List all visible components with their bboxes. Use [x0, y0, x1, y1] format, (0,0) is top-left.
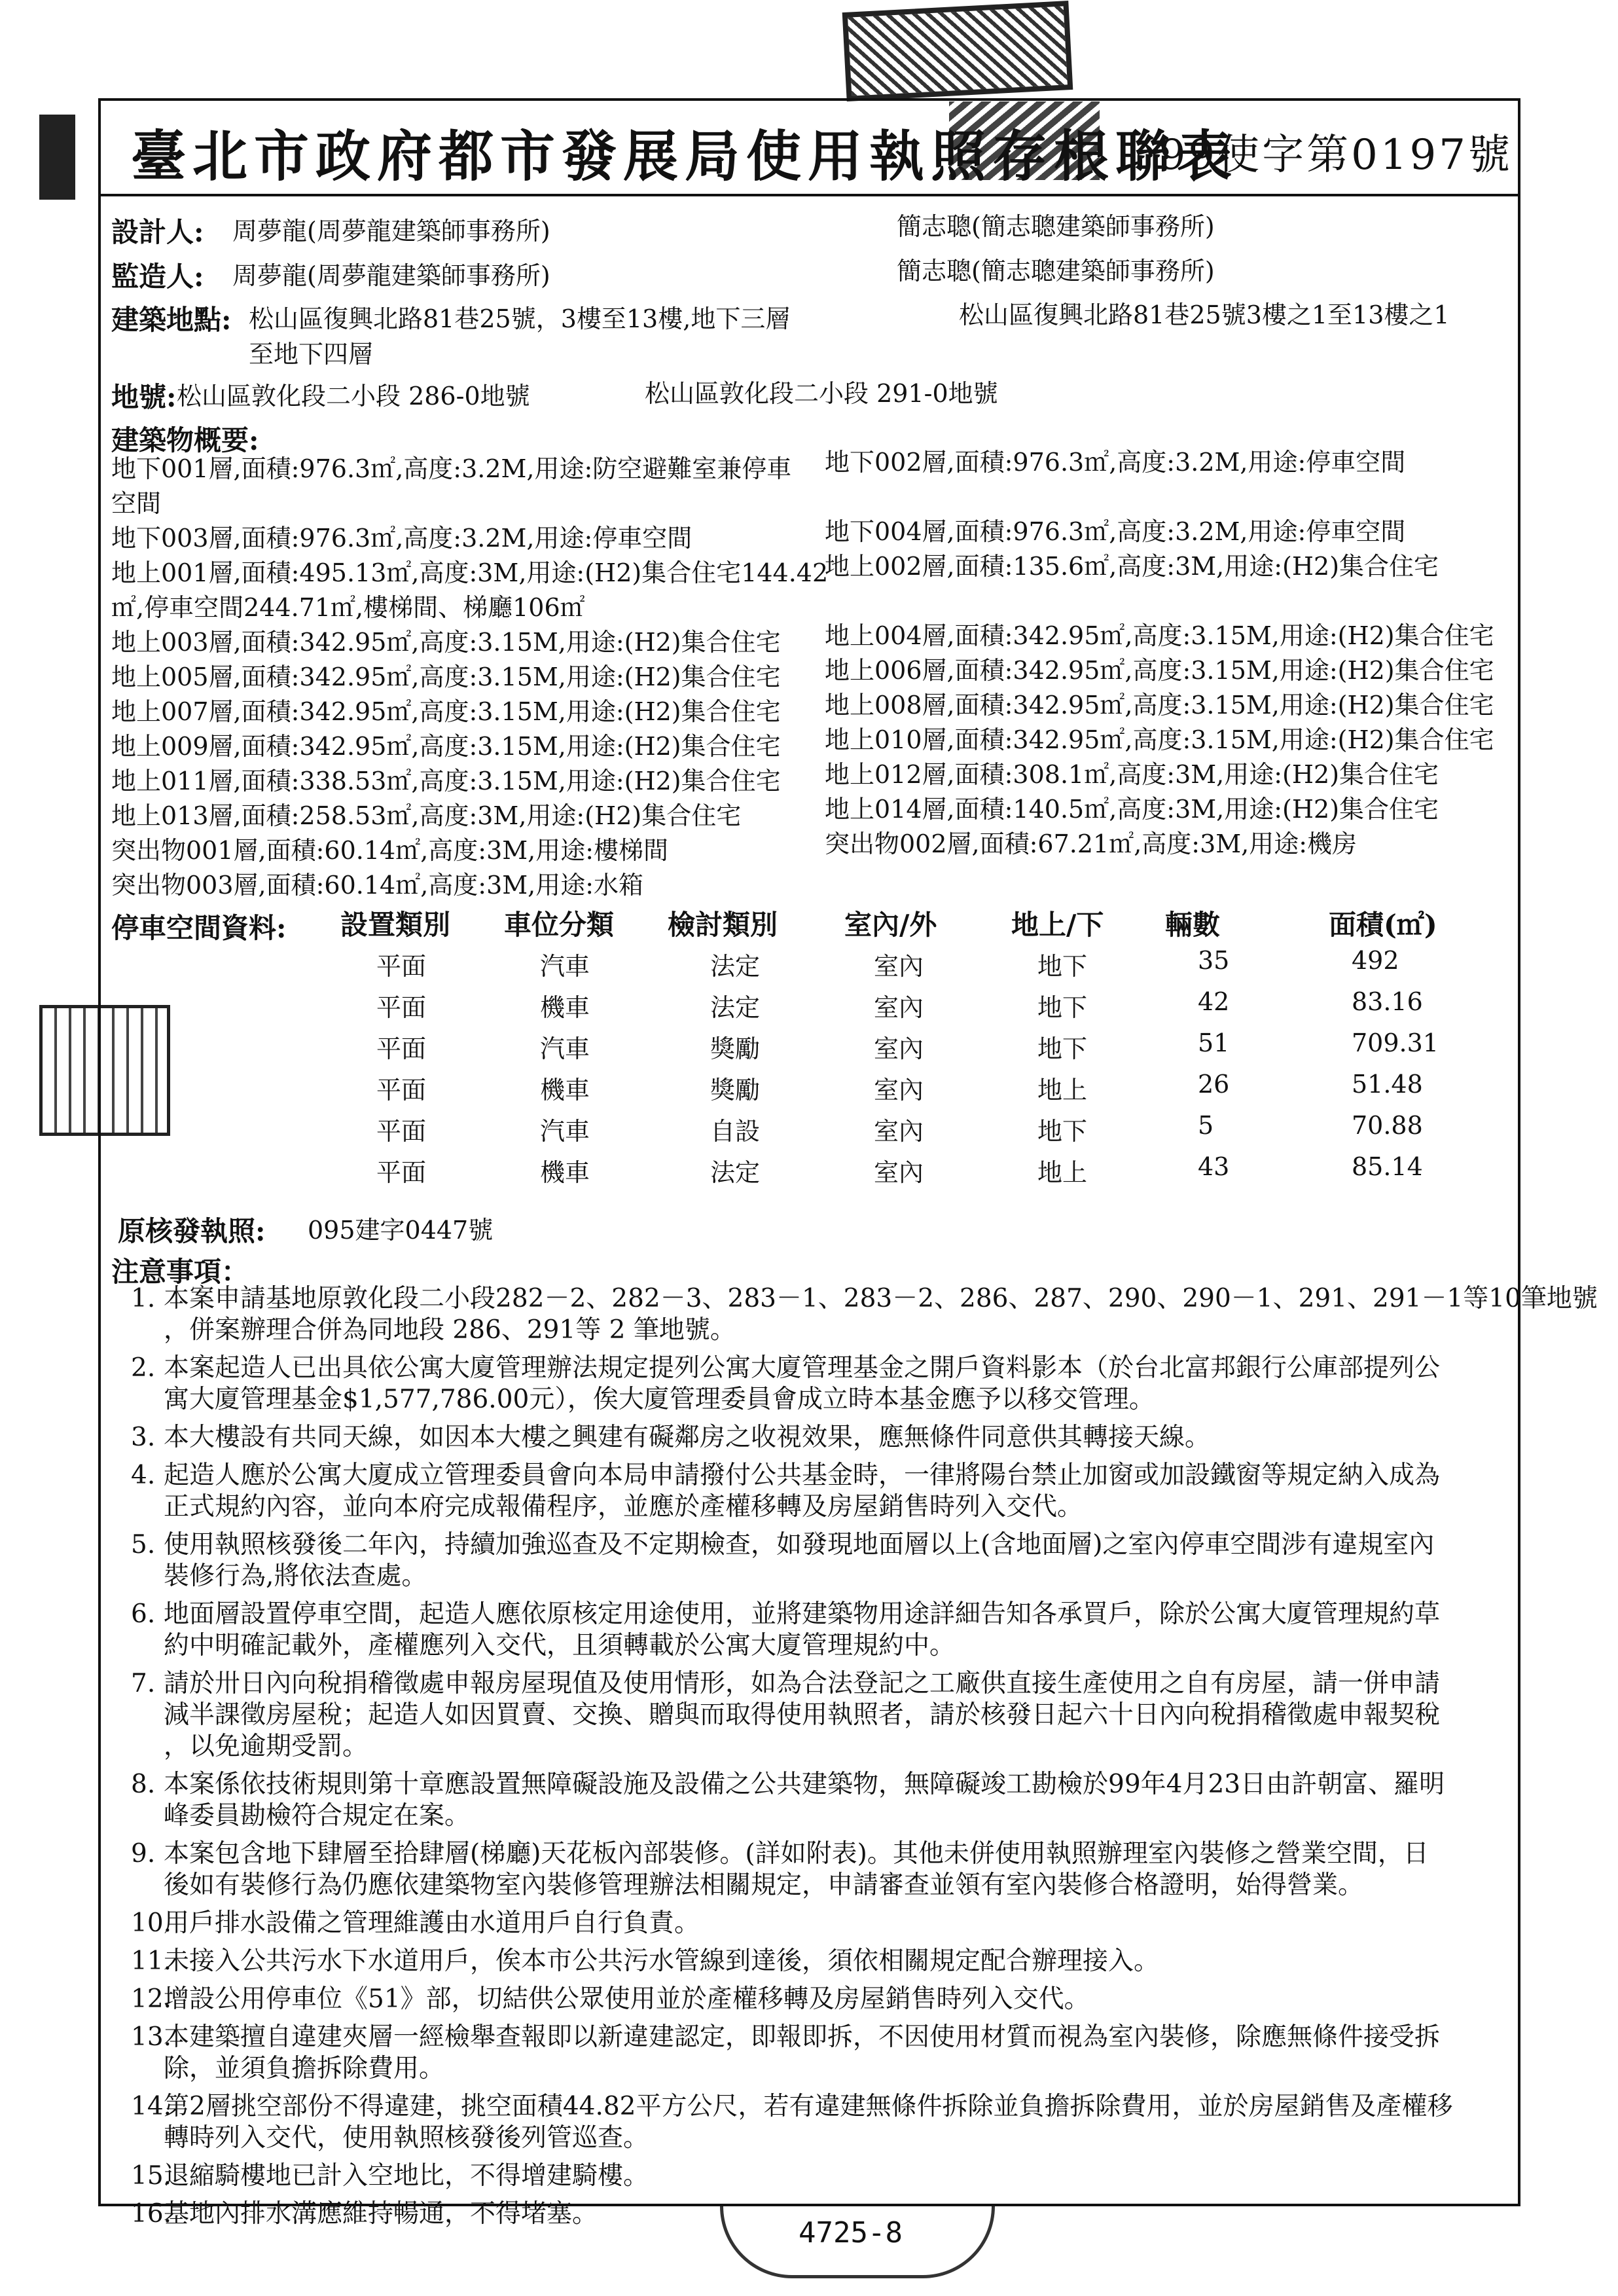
parking-cell: 平面 — [376, 1117, 427, 1146]
lot-left: 松山區敦化段二小段 286-0地號 — [177, 382, 530, 410]
note-number: 2. — [131, 1353, 156, 1383]
note-line: 減半課徵房屋稅；起造人如因買賣、交換、贈與而取得使用執照者，請於核發日起六十日內向稅捐稽徵處申報契稅 — [164, 1700, 1441, 1730]
note-item — [131, 2091, 1452, 2154]
overview-line — [825, 862, 1494, 896]
overview-line: 地上004層,面積:342.95㎡,高度:3.15M,用途:(H2)集合住宅 — [825, 621, 1494, 650]
overview-line — [825, 584, 1494, 619]
note-number: 6. — [131, 1599, 156, 1629]
note-number: 14. — [131, 2092, 172, 2121]
site-right: 松山區復興北路81巷25號3樓之1至13樓之1 — [959, 301, 1450, 329]
note-number: 9. — [131, 1839, 156, 1868]
note-item — [131, 1838, 1429, 1901]
parking-cell: 室內 — [874, 993, 924, 1022]
top-seal-stamp — [842, 1, 1073, 101]
parking-cell: 平面 — [376, 952, 427, 981]
lot-label: 地號: — [111, 381, 177, 413]
parking-label: 停車空間資料: — [111, 912, 287, 944]
overview-label: 建築物概要: — [111, 424, 259, 456]
parking-cell: 地下 — [1037, 993, 1088, 1022]
overview-line: 地上014層,面積:140.5㎡,高度:3M,用途:(H2)集合住宅 — [825, 795, 1439, 824]
parking-cell: 機車 — [540, 993, 590, 1022]
overview-right-column — [825, 445, 1494, 896]
parking-cell: 5 — [1198, 1111, 1214, 1140]
note-item — [131, 2198, 598, 2230]
bottom-stamp — [720, 2206, 995, 2278]
note-item — [131, 1668, 1440, 1762]
note-number: 10. — [131, 1908, 172, 1938]
note-line: 寓大廈管理基金$1,577,786.00元），俟大廈管理委員會成立時本基金應予以移交管理。 — [164, 1385, 1155, 1414]
parking-cell: 室內 — [874, 1117, 924, 1146]
parking-header-cell: 面積(㎡) — [1329, 909, 1437, 941]
parking-cell: 地下 — [1037, 1034, 1088, 1063]
note-line: 用戶排水設備之管理維護由水道用戶自行負責。 — [164, 1908, 700, 1938]
parking-cell: 83.16 — [1352, 987, 1423, 1016]
parking-cell: 機車 — [540, 1158, 590, 1187]
note-line: 增設公用停車位《51》部，切結供公眾使用並於產權移轉及房屋銷售時列入交代。 — [164, 1984, 1090, 2014]
parking-cell: 室內 — [874, 1076, 924, 1104]
parking-cell: 獎勵 — [710, 1076, 761, 1104]
overview-line: 地上013層,面積:258.53㎡,高度:3M,用途:(H2)集合住宅 — [111, 801, 742, 830]
parking-header-cell: 檢討類別 — [668, 909, 778, 941]
parking-cell: 地上 — [1037, 1076, 1088, 1104]
parking-cell: 地下 — [1037, 952, 1088, 981]
parking-cell: 85.14 — [1352, 1152, 1423, 1181]
parking-cell: 獎勵 — [710, 1034, 761, 1063]
parking-cell: 平面 — [376, 993, 427, 1022]
note-line: 第2層挑空部份不得違建，挑空面積44.82平方公尺，若有違建無條件拆除並負擔拆除費用，並於房屋銷售及產權移 — [164, 2092, 1453, 2121]
note-item — [131, 1769, 1445, 1832]
parking-cell: 平面 — [376, 1158, 427, 1187]
overview-left-column — [111, 452, 828, 903]
parking-cell: 平面 — [376, 1076, 427, 1104]
overview-line: 地上009層,面積:342.95㎡,高度:3.15M,用途:(H2)集合住宅 — [111, 732, 781, 761]
parking-cell: 43 — [1198, 1152, 1230, 1181]
note-number: 13. — [131, 2022, 172, 2052]
site-left-line1: 松山區復興北路81巷25號，3樓至13樓,地下三層 — [249, 304, 791, 333]
site-left-line2: 至地下四層 — [249, 340, 374, 369]
scan-edge-mark — [39, 115, 75, 200]
permit-number: 99使字第0197號 — [1159, 131, 1513, 179]
note-number: 8. — [131, 1770, 156, 1799]
overview-line: 地上003層,面積:342.95㎡,高度:3.15M,用途:(H2)集合住宅 — [111, 628, 781, 657]
note-line: 本案包含地下肆層至拾肆層(梯廳)天花板內部裝修。(詳如附表)。其他未併使用執照辦理室內裝修之營業空間，日 — [164, 1839, 1429, 1868]
overview-line: 地上010層,面積:342.95㎡,高度:3.15M,用途:(H2)集合住宅 — [825, 725, 1494, 754]
note-line: 未接入公共污水下水道用戶，俟本市公共污水管線到達後，須依相關規定配合辦理接入。 — [164, 1946, 1160, 1976]
supervisor-left: 周夢龍(周夢龍建築師事務所) — [232, 261, 550, 290]
note-number: 11. — [131, 1946, 172, 1976]
note-line: ，以免逾期受罰。 — [164, 1732, 369, 1761]
supervisor-label: 監造人: — [111, 261, 204, 293]
parking-cell: 法定 — [710, 1158, 761, 1187]
note-line: 本案係依技術規則第十章應設置無障礙設施及設備之公共建築物，無障礙竣工勘檢於99年4月23日由許朝富、羅明 — [164, 1770, 1445, 1799]
bottom-stamp-text: 4725-8 — [799, 2216, 903, 2250]
overview-line: 空間 — [111, 489, 162, 518]
note-line: 後如有裝修行為仍應依建築物室內裝修管理辦法相關規定，申請審查並領有室內裝修合格證明，始得營業。 — [164, 1870, 1364, 1900]
note-item — [131, 1460, 1440, 1523]
parking-cell: 42 — [1198, 987, 1230, 1016]
designer-left: 周夢龍(周夢龍建築師事務所) — [232, 217, 550, 246]
note-line: 峰委員勘檢符合規定在案。 — [164, 1801, 471, 1831]
overview-line: 地上005層,面積:342.95㎡,高度:3.15M,用途:(H2)集合住宅 — [111, 663, 781, 691]
parking-cell: 平面 — [376, 1034, 427, 1063]
note-line: 基地內排水溝應維持暢通，不得堵塞。 — [164, 2199, 598, 2229]
note-number: 7. — [131, 1669, 156, 1698]
parking-cell: 26 — [1198, 1070, 1230, 1099]
note-item — [131, 1529, 1434, 1592]
parking-header-cell: 室內/外 — [844, 909, 937, 941]
note-line: 使用執照核發後二年內，持續加強巡查及不定期檢查，如發現地面層以上(含地面層)之室內停車空間涉有違規室內 — [164, 1530, 1435, 1559]
note-item — [131, 2022, 1440, 2085]
parking-cell: 709.31 — [1352, 1029, 1439, 1057]
overview-line: 地下002層,面積:976.3㎡,高度:3.2M,用途:停車空間 — [825, 448, 1406, 477]
lot-right: 松山區敦化段二小段 291-0地號 — [645, 379, 998, 408]
overview-line: 突出物001層,面積:60.14㎡,高度:3M,用途:樓梯間 — [111, 836, 669, 865]
title-row — [98, 98, 1520, 196]
note-item — [131, 1283, 1598, 1346]
note-number: 12. — [131, 1984, 172, 2014]
overview-line — [825, 480, 1494, 515]
note-item — [131, 1422, 1210, 1453]
overview-line: 突出物002層,面積:67.21㎡,高度:3M,用途:機房 — [825, 829, 1357, 858]
note-line: 本大樓設有共同天線，如因本大樓之興建有礙鄰房之收視效果，應無條件同意供其轉接天線。 — [164, 1423, 1211, 1452]
parking-cell: 汽車 — [540, 1117, 590, 1146]
overview-line: 地上002層,面積:135.6㎡,高度:3M,用途:(H2)集合住宅 — [825, 552, 1439, 581]
overview-line: ㎡,停車空間244.71㎡,樓梯間、梯廳106㎡ — [111, 593, 585, 622]
note-item — [131, 1946, 1159, 1977]
parking-cell: 法定 — [710, 952, 761, 981]
note-item — [131, 1353, 1440, 1415]
parking-cell: 法定 — [710, 993, 761, 1022]
note-line: ，併案辦理合併為同地段 286、291等 2 筆地號。 — [164, 1315, 736, 1345]
note-number: 15. — [131, 2161, 172, 2191]
parking-header-cell: 輛數 — [1165, 909, 1221, 941]
note-line: 本案申請基地原敦化段二小段282－2、282－3、283－1、283－2、286、287、290、290－1、291、291－1等10筆地號 — [164, 1284, 1598, 1313]
note-number: 1. — [131, 1284, 156, 1313]
note-item — [131, 1908, 700, 1939]
overview-line: 地上007層,面積:342.95㎡,高度:3.15M,用途:(H2)集合住宅 — [111, 697, 781, 726]
parking-cell: 地下 — [1037, 1117, 1088, 1146]
note-line: 除，並須負擔拆除費用。 — [164, 2054, 445, 2083]
original-permit-label: 原核發執照: — [118, 1215, 266, 1247]
note-line: 轉時列入交代，使用執照核發後列管巡查。 — [164, 2123, 649, 2153]
site-label: 建築地點: — [111, 304, 232, 336]
overview-line: 地上008層,面積:342.95㎡,高度:3.15M,用途:(H2)集合住宅 — [825, 691, 1494, 720]
document-title: 臺北市政府都市發展局使用執照存根聯表 — [131, 124, 1239, 189]
note-item — [131, 1599, 1440, 1662]
overview-line: 地下004層,面積:976.3㎡,高度:3.2M,用途:停車空間 — [825, 517, 1406, 546]
overview-line: 地下003層,面積:976.3㎡,高度:3.2M,用途:停車空間 — [111, 524, 692, 553]
parking-cell: 室內 — [874, 952, 924, 981]
original-permit-value: 095建字0447號 — [308, 1216, 494, 1245]
overview-line: 突出物003層,面積:60.14㎡,高度:3M,用途:水箱 — [111, 871, 644, 900]
note-line: 本建築擅自違建夾層一經檢舉查報即以新違建認定，即報即拆，不因使用材質而視為室內裝修，除應無條件接受拆 — [164, 2022, 1441, 2052]
note-line: 裝修行為,將依法查處。 — [164, 1561, 427, 1591]
designer-label: 設計人: — [111, 216, 204, 248]
note-line: 約中明確記載外，產權應列入交代，且須轉載於公寓大廈管理規約中。 — [164, 1631, 956, 1660]
supervisor-right: 簡志聰(簡志聰建築師事務所) — [897, 257, 1215, 285]
parking-header-cell: 車位分類 — [504, 909, 615, 941]
overview-line: 地上006層,面積:342.95㎡,高度:3.15M,用途:(H2)集合住宅 — [825, 656, 1494, 685]
notes-label: 注意事項： — [111, 1256, 249, 1288]
note-number: 16. — [131, 2199, 172, 2229]
parking-header-cell: 設置類別 — [340, 909, 451, 941]
overview-line: 地上011層,面積:338.53㎡,高度:3.15M,用途:(H2)集合住宅 — [111, 767, 781, 795]
note-number: 3. — [131, 1423, 156, 1452]
parking-cell: 70.88 — [1352, 1111, 1423, 1140]
note-line: 請於卅日內向稅捐稽徵處申報房屋現值及使用情形，如為合法登記之工廠供直接生產使用之自有房屋，請一併申請 — [164, 1669, 1441, 1698]
note-line: 本案起造人已出具依公寓大廈管理辦法規定提列公寓大廈管理基金之開戶資料影本（於台北富邦銀行公庫部提列公 — [164, 1353, 1441, 1383]
parking-cell: 51.48 — [1352, 1070, 1423, 1099]
note-number: 4. — [131, 1461, 156, 1490]
parking-header-cell: 地上/下 — [1011, 909, 1104, 941]
overview-line: 地下001層,面積:976.3㎡,高度:3.2M,用途:防空避難室兼停車 — [111, 454, 792, 483]
overview-line: 地上001層,面積:495.13㎡,高度:3M,用途:(H2)集合住宅144.42 — [111, 558, 829, 587]
parking-cell: 51 — [1198, 1029, 1230, 1057]
overview-line: 地上012層,面積:308.1㎡,高度:3M,用途:(H2)集合住宅 — [825, 760, 1439, 789]
note-item — [131, 2160, 649, 2192]
note-number: 5. — [131, 1530, 156, 1559]
parking-cell: 汽車 — [540, 952, 590, 981]
note-item — [131, 1984, 1090, 2015]
note-line: 正式規約內容，並向本府完成報備程序，並應於產權移轉及房屋銷售時列入交代。 — [164, 1492, 1083, 1522]
parking-cell: 機車 — [540, 1076, 590, 1104]
parking-cell: 自設 — [710, 1117, 761, 1146]
note-line: 起造人應於公寓大廈成立管理委員會向本局申請撥付公共基金時，一律將陽台禁止加窗或加設鐵窗等規定納入成為 — [164, 1461, 1441, 1490]
parking-cell: 室內 — [874, 1034, 924, 1063]
parking-cell: 地上 — [1037, 1158, 1088, 1187]
designer-right: 簡志聰(簡志聰建築師事務所) — [897, 212, 1215, 241]
parking-cell: 492 — [1352, 946, 1399, 975]
parking-cell: 室內 — [874, 1158, 924, 1187]
parking-cell: 汽車 — [540, 1034, 590, 1063]
note-line: 退縮騎樓地已計入空地比，不得增建騎樓。 — [164, 2161, 649, 2191]
parking-cell: 35 — [1198, 946, 1230, 975]
note-line: 地面層設置停車空間，起造人應依原核定用途使用，並將建築物用途詳細告知各承買戶，除於公寓大廈管理規約草 — [164, 1599, 1441, 1629]
